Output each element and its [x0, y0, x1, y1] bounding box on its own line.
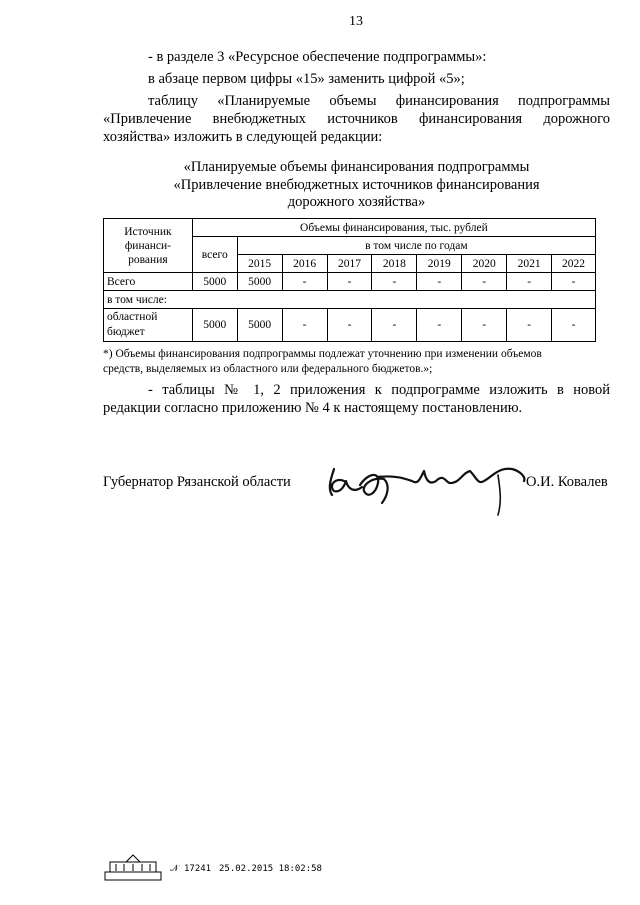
body-line-1: - в разделе 3 «Ресурсное обеспечение подпрограммы»: [148, 49, 487, 65]
signer-position: Губернатор Рязанской области [103, 474, 291, 490]
stamp-doc-number: 17241 [184, 864, 212, 874]
year-header: 2020 [462, 255, 507, 273]
table-cell: 5000 [192, 273, 237, 291]
year-header: 2022 [552, 255, 596, 273]
table-cell: - [552, 309, 596, 342]
page-number: 13 [349, 14, 363, 29]
closing-line-1: - таблицы № 1, 2 приложения к подпрограмме изложить в новой [148, 382, 610, 398]
table-row-regional [104, 309, 596, 342]
table-cell: - [327, 309, 372, 342]
table-row-total [104, 273, 596, 291]
closing-line-2: редакции согласно приложению № 4 к настоящему постановлению. [103, 400, 523, 416]
footnote-line-1: *) Объемы финансирования подпрограммы подлежат уточнению при изменении объемов [103, 348, 542, 360]
registration-mark-icon: 𝒩 [170, 864, 179, 874]
signer-name: О.И. Ковалев [526, 474, 608, 490]
table-cell: - [552, 273, 596, 291]
table-cell: 5000 [192, 309, 237, 342]
body-line-5: хозяйства» изложить в следующей редакции: [103, 129, 383, 145]
footnote-line-2: средств, выделяемых из областного или федерального бюджетов.»; [103, 363, 433, 375]
table-cell: 5000 [237, 273, 282, 291]
table-cell: - [417, 309, 462, 342]
table-cell: - [327, 273, 372, 291]
table-row-including [104, 291, 596, 309]
table-cell: - [417, 273, 462, 291]
emblem-stamp-icon [104, 852, 162, 882]
table-cell: - [507, 273, 552, 291]
table-cell: 5000 [237, 309, 282, 342]
body-line-4: «Привлечение внебюджетных источников финансирования дорожного [103, 111, 610, 127]
table-cell: - [282, 273, 327, 291]
total-header: всего [192, 237, 237, 273]
row-label: в том числе: [104, 291, 596, 309]
financing-table [103, 218, 596, 342]
table-cell: - [462, 309, 507, 342]
body-line-2: в абзаце первом цифры «15» заменить цифрой «5»; [148, 71, 465, 87]
year-header: 2017 [327, 255, 372, 273]
table-title-line-2: «Привлечение внебюджетных источников финансирования [173, 177, 540, 193]
year-header: 2021 [507, 255, 552, 273]
row-label: Всего [104, 273, 193, 291]
table-cell: - [507, 309, 552, 342]
body-line-3: таблицу «Планируемые объемы финансирования подпрограммы [148, 93, 610, 109]
year-header: 2018 [372, 255, 417, 273]
year-header: 2016 [282, 255, 327, 273]
stamp-datetime: 25.02.2015 18:02:58 [219, 864, 322, 874]
table-cell: - [462, 273, 507, 291]
source-header: Источник финанси-рования [104, 219, 193, 273]
handwritten-signature [320, 455, 540, 525]
table-title-line-1: «Планируемые объемы финансирования подпрограммы [183, 159, 530, 175]
table-cell: - [372, 273, 417, 291]
table-cell: - [372, 309, 417, 342]
volumes-header: Объемы финансирования, тыс. рублей [192, 219, 595, 237]
row-label: областной бюджет [104, 309, 193, 342]
table-cell: - [282, 309, 327, 342]
year-header: 2019 [417, 255, 462, 273]
table-title-line-3: дорожного хозяйства» [287, 194, 426, 210]
by-year-header: в том числе по годам [237, 237, 595, 255]
year-header: 2015 [237, 255, 282, 273]
